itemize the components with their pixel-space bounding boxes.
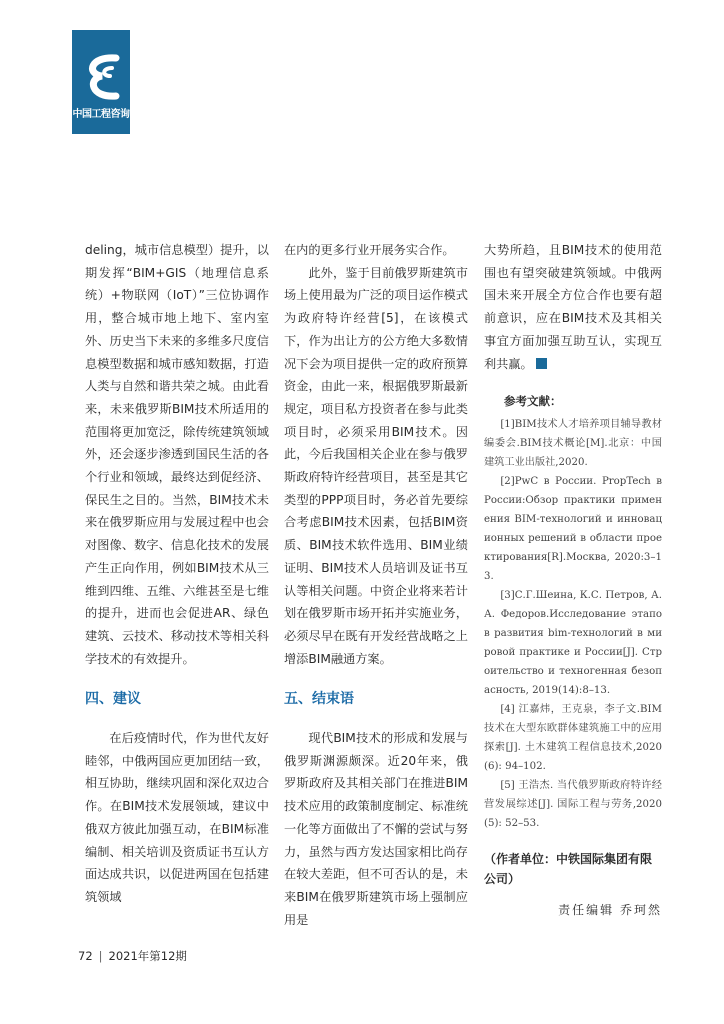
footer-separator: | bbox=[98, 949, 103, 963]
reference-item: [1]BIM技术人才培养项目辅导教材编委会.BIM技术概论[M].北京：中国建筑工业出版社,2020. bbox=[484, 419, 662, 469]
author-affiliation: （作者单位：中铁国际集团有限公司） bbox=[484, 852, 653, 887]
reference-item: [3]С.Г.Шеина, К.С. Петров, А.А. Федоров.Исследование этапов развития bim-технологий в мировой практике и России[J]. Строительство и техногенная безопасность, 2019(14):8–13. bbox=[484, 590, 662, 697]
paragraph-text: 大势所趋，且BIM技术的使用范围也有望突破建筑领域。中俄两国未来开展全方位合作也要有超前意识，应在BIM技术及其相关事宜方面加强互助互认，实现互利共赢。 bbox=[484, 243, 662, 371]
paragraph: 在内的更多行业开展务实合作。 bbox=[284, 243, 455, 257]
journal-logo-icon bbox=[82, 54, 120, 100]
text-column-2 bbox=[284, 239, 468, 931]
paragraph: 现代BIM技术的形成和发展与俄罗斯渊源颇深。近20年来，俄罗斯政府及其相关部门在推进BIM技术应用的政策制度制定、标准统一化等方面做出了不懈的尝试与努力，虽然与西方发达国家相比尚存在较大差距，但不可否认的是，未来BIM在俄罗斯建筑市场上强制应用是 bbox=[284, 731, 468, 927]
reference-item: [2]PwC в России. PropTech в России:Обзор практики применения BIM-технологий и инновационных решений в области проектирования[R].Москва, 2020:3–13. bbox=[484, 476, 662, 583]
section-heading-suggestions: 四、建议 bbox=[85, 691, 141, 708]
page-number: 72 bbox=[78, 949, 93, 963]
paragraph: 此外，鉴于目前俄罗斯建筑市场上使用最为广泛的项目运作模式为政府特许经营[5]，在该模式下，作为出让方的公方绝大多数情况下会为项目提供一定的政府预算资金，由此一来，根据俄罗斯最新规定，项目私方投资者在参与此类项目时，必须采用BIM技术。因此，今后我国相关企业在参与俄罗斯政府特许经营项目，甚至是其它类型的PPP项目时，务必首先要综合考虑BIM技术因素，包括BIM资质、BIM技术软件选用、BIM业绩证明、BIM技术人员培训及证书互认等相关问题。中资企业将来若计划在俄罗斯市场开拓并实施业务，必须尽早在既有开发经营战略之上增添BIM融通方案。 bbox=[284, 265, 468, 666]
end-mark-icon bbox=[536, 358, 547, 369]
text-column-3 bbox=[484, 239, 662, 922]
journal-logo-tab bbox=[72, 30, 130, 134]
references-title: 参考文献： bbox=[504, 394, 562, 409]
journal-logo-text: 中国工程咨询 bbox=[72, 109, 130, 120]
paragraph: 在后疫情时代，作为世代友好睦邻，中俄两国应更加团结一致，相互协助，继续巩固和深化双边合作。在BIM技术发展领域，建议中俄双方彼此加强互动，在BIM标准编制、相关培训及资质证书互认方面达成共识，以促进两国在包括建筑领域 bbox=[85, 731, 269, 904]
reference-item: [5] 王浩杰. 当代俄罗斯政府特许经营发展综述[J]. 国际工程与劳务,2020(5): 52–53. bbox=[484, 780, 662, 830]
text-column-1 bbox=[85, 239, 269, 909]
section-heading-conclusion: 五、结束语 bbox=[284, 691, 354, 708]
issue-label: 2021年第12期 bbox=[108, 949, 187, 963]
responsible-editor: 责任编辑 乔珂然 bbox=[558, 903, 662, 918]
paragraph bbox=[484, 239, 662, 375]
reference-item: [4] 江嘉炜，王克泉，李子文.BIM技术在大型东欧群体建筑施工中的应用探索[J]. 土木建筑工程信息技术,2020(6): 94–102. bbox=[484, 704, 662, 773]
page-footer bbox=[78, 948, 187, 964]
paragraph: deling，城市信息模型）提升，以期发挥“BIM+GIS（地理信息系统）+物联网（IoT）”三位协调作用，整合城市地上地下、室内室外、历史当下未来的多维多尺度信息模型数据和城市感知数据，打造人类与自然和谐共荣之城。由此看来，未来俄罗斯BIM技术所适用的范围将更加宽泛，除传统建筑领域外，还会逐步渗透到国民生活的各个行业和领域，最终达到促经济、保民生之目的。当然，BIM技术未来在俄罗斯应用与发展过程中也会对图像、数字、信息化技术的发展产生正向作用，例如BIM技术从三维到四维、五维、六维甚至是七维的提升，进而也会促进AR、绿色建筑、云技术、移动技术等相关科学技术的有效提升。 bbox=[85, 243, 269, 666]
